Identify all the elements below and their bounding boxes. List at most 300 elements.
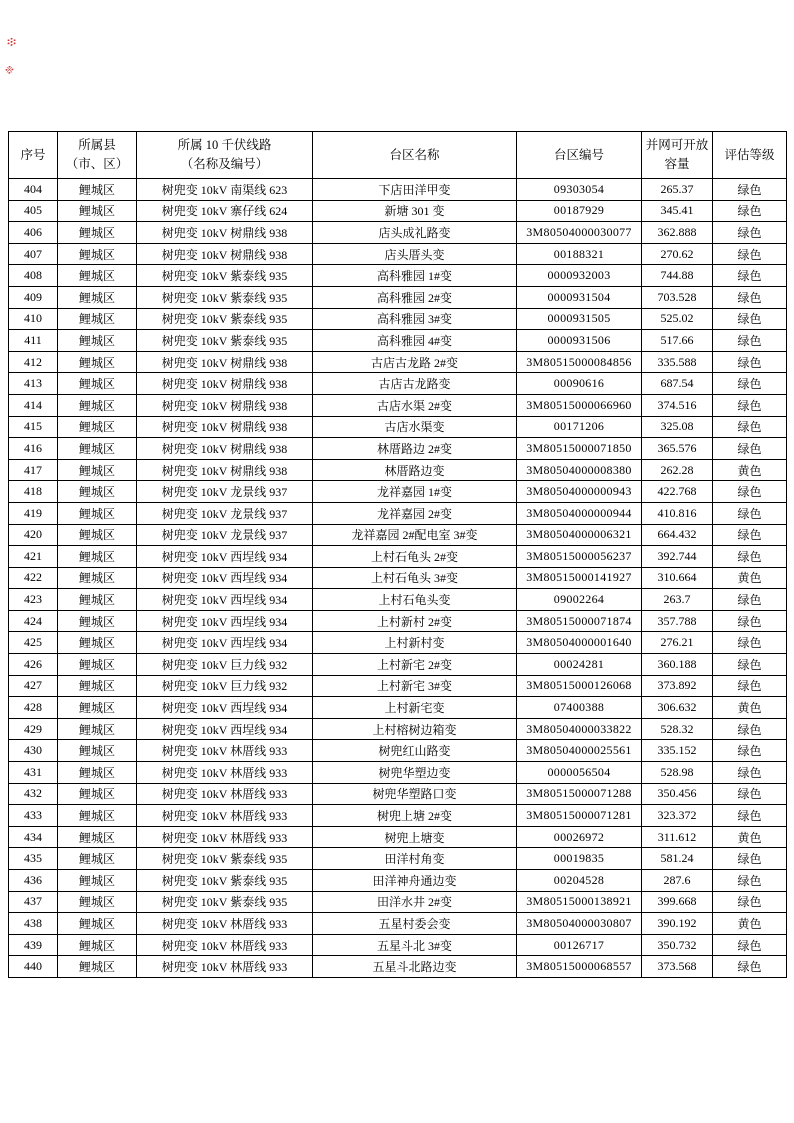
cell-district: 鲤城区 — [58, 718, 137, 740]
cell-station-code: 07400388 — [517, 697, 642, 719]
cell-serial: 437 — [9, 891, 58, 913]
cell-station-code: 0000931504 — [517, 286, 642, 308]
cell-line: 树兜变 10kV 林厝线 933 — [137, 783, 313, 805]
header-text: （名称及编号） — [180, 157, 269, 171]
cell-district: 鲤城区 — [58, 826, 137, 848]
cell-capacity: 373.568 — [642, 956, 713, 978]
cell-grade: 绿色 — [713, 394, 787, 416]
cell-line: 树兜变 10kV 树鼎线 938 — [137, 222, 313, 244]
cell-grade: 绿色 — [713, 200, 787, 222]
cell-station-code: 0000932003 — [517, 265, 642, 287]
table-row — [9, 891, 787, 913]
cell-district: 鲤城区 — [58, 330, 137, 352]
cell-capacity: 525.02 — [642, 308, 713, 330]
cell-capacity: 687.54 — [642, 373, 713, 395]
cell-serial: 409 — [9, 286, 58, 308]
cell-grade: 黄色 — [713, 913, 787, 935]
cell-station-code: 00019835 — [517, 848, 642, 870]
cell-district: 鲤城区 — [58, 610, 137, 632]
cell-line: 树兜变 10kV 树鼎线 938 — [137, 351, 313, 373]
cell-grade: 绿色 — [713, 243, 787, 265]
cell-line: 树兜变 10kV 紫泰线 935 — [137, 265, 313, 287]
cell-district: 鲤城区 — [58, 891, 137, 913]
cell-serial: 434 — [9, 826, 58, 848]
cell-capacity: 311.612 — [642, 826, 713, 848]
header-text: 序号 — [20, 147, 46, 162]
cell-station-name: 龙祥嘉园 2#变 — [313, 502, 517, 524]
cell-line: 树兜变 10kV 树鼎线 938 — [137, 373, 313, 395]
header-text: 评估等级 — [724, 147, 775, 162]
cell-station-name: 高科雅园 3#变 — [313, 308, 517, 330]
cell-serial: 414 — [9, 394, 58, 416]
table-row — [9, 438, 787, 460]
header-text: 台区编号 — [553, 147, 604, 162]
cell-station-name: 林厝路边变 — [313, 459, 517, 481]
cell-line: 树兜变 10kV 树鼎线 938 — [137, 438, 313, 460]
cell-station-code: 3M80504000000943 — [517, 481, 642, 503]
cell-line: 树兜变 10kV 龙景线 937 — [137, 524, 313, 546]
cell-capacity: 276.21 — [642, 632, 713, 654]
cell-station-code: 3M80515000071850 — [517, 438, 642, 460]
cell-district: 鲤城区 — [58, 481, 137, 503]
cell-grade: 绿色 — [713, 610, 787, 632]
cell-station-code: 3M80515000071281 — [517, 805, 642, 827]
cell-district: 鲤城区 — [58, 459, 137, 481]
header-row — [9, 132, 787, 179]
cell-line: 树兜变 10kV 树鼎线 938 — [137, 459, 313, 481]
cell-station-name: 树兜红山路变 — [313, 740, 517, 762]
cell-station-code: 0000056504 — [517, 762, 642, 784]
cell-district: 鲤城区 — [58, 524, 137, 546]
cell-capacity: 517.66 — [642, 330, 713, 352]
cell-capacity: 392.744 — [642, 546, 713, 568]
cell-line: 树兜变 10kV 紫泰线 935 — [137, 870, 313, 892]
header-station-name — [313, 132, 517, 179]
header-station-code — [517, 132, 642, 179]
cell-station-name: 五星斗北路边变 — [313, 956, 517, 978]
cell-serial: 419 — [9, 502, 58, 524]
cell-station-code: 00090616 — [517, 373, 642, 395]
cell-station-name: 上村榕树边箱变 — [313, 718, 517, 740]
header-serial — [9, 132, 58, 179]
cell-capacity: 262.28 — [642, 459, 713, 481]
cell-station-code: 09002264 — [517, 589, 642, 611]
cell-station-code: 00024281 — [517, 654, 642, 676]
cell-capacity: 270.62 — [642, 243, 713, 265]
cell-station-name: 田洋水井 2#变 — [313, 891, 517, 913]
cell-capacity: 374.516 — [642, 394, 713, 416]
table-row — [9, 416, 787, 438]
cell-serial: 418 — [9, 481, 58, 503]
cell-serial: 422 — [9, 567, 58, 589]
cell-district: 鲤城区 — [58, 740, 137, 762]
cell-station-code: 3M80504000033822 — [517, 718, 642, 740]
cell-station-code: 3M80515000084856 — [517, 351, 642, 373]
cell-station-code: 00188321 — [517, 243, 642, 265]
cell-serial: 424 — [9, 610, 58, 632]
cell-station-code: 00126717 — [517, 934, 642, 956]
cell-station-code: 0000931506 — [517, 330, 642, 352]
table-row — [9, 351, 787, 373]
cell-station-code: 3M80504000006321 — [517, 524, 642, 546]
table-row — [9, 546, 787, 568]
cell-capacity: 350.732 — [642, 934, 713, 956]
cell-serial: 432 — [9, 783, 58, 805]
cell-district: 鲤城区 — [58, 438, 137, 460]
table-row — [9, 459, 787, 481]
cell-capacity: 703.528 — [642, 286, 713, 308]
cell-line: 树兜变 10kV 西埕线 934 — [137, 610, 313, 632]
header-text: （市、区） — [65, 157, 129, 171]
table-row — [9, 740, 787, 762]
cell-station-name: 古店古龙路 2#变 — [313, 351, 517, 373]
cell-station-name: 五星村委会变 — [313, 913, 517, 935]
cell-station-name: 上村新宅 2#变 — [313, 654, 517, 676]
cell-district: 鲤城区 — [58, 351, 137, 373]
cell-district: 鲤城区 — [58, 286, 137, 308]
cell-station-name: 上村石龟头变 — [313, 589, 517, 611]
table-row — [9, 913, 787, 935]
cell-capacity: 744.88 — [642, 265, 713, 287]
cell-grade: 绿色 — [713, 524, 787, 546]
cell-district: 鲤城区 — [58, 546, 137, 568]
cell-serial: 407 — [9, 243, 58, 265]
cell-station-code: 3M80515000066960 — [517, 394, 642, 416]
cell-capacity: 310.664 — [642, 567, 713, 589]
cell-line: 树兜变 10kV 巨力线 932 — [137, 675, 313, 697]
cell-serial: 440 — [9, 956, 58, 978]
cell-line: 树兜变 10kV 树鼎线 938 — [137, 243, 313, 265]
cell-capacity: 287.6 — [642, 870, 713, 892]
cell-grade: 绿色 — [713, 373, 787, 395]
table-row — [9, 718, 787, 740]
cell-serial: 426 — [9, 654, 58, 676]
cell-station-code: 3M80504000008380 — [517, 459, 642, 481]
cell-station-name: 店头厝头变 — [313, 243, 517, 265]
cell-district: 鲤城区 — [58, 654, 137, 676]
cell-line: 树兜变 10kV 林厝线 933 — [137, 913, 313, 935]
cell-station-name: 上村新宅变 — [313, 697, 517, 719]
cell-capacity: 664.432 — [642, 524, 713, 546]
cell-district: 鲤城区 — [58, 762, 137, 784]
cell-line: 树兜变 10kV 林厝线 933 — [137, 762, 313, 784]
table-row — [9, 524, 787, 546]
cell-station-name: 上村新村 2#变 — [313, 610, 517, 632]
cell-grade: 绿色 — [713, 805, 787, 827]
cell-station-name: 树兜上塘变 — [313, 826, 517, 848]
table-row — [9, 567, 787, 589]
cell-station-name: 上村新宅 3#变 — [313, 675, 517, 697]
cell-line: 树兜变 10kV 紫泰线 935 — [137, 848, 313, 870]
cell-line: 树兜变 10kV 南渠线 623 — [137, 179, 313, 201]
cell-district: 鲤城区 — [58, 956, 137, 978]
cell-serial: 431 — [9, 762, 58, 784]
cell-station-code: 09303054 — [517, 179, 642, 201]
cell-grade: 绿色 — [713, 783, 787, 805]
cell-station-name: 上村石龟头 3#变 — [313, 567, 517, 589]
header-line — [137, 132, 313, 179]
cell-station-name: 高科雅园 2#变 — [313, 286, 517, 308]
cell-district: 鲤城区 — [58, 502, 137, 524]
cell-grade: 绿色 — [713, 891, 787, 913]
cell-line: 树兜变 10kV 紫泰线 935 — [137, 891, 313, 913]
cell-district: 鲤城区 — [58, 243, 137, 265]
cell-station-name: 古店水渠 2#变 — [313, 394, 517, 416]
header-grade — [713, 132, 787, 179]
cell-serial: 410 — [9, 308, 58, 330]
cell-line: 树兜变 10kV 紫泰线 935 — [137, 330, 313, 352]
cell-station-code: 3M80515000071288 — [517, 783, 642, 805]
cell-capacity: 350.456 — [642, 783, 713, 805]
cell-district: 鲤城区 — [58, 179, 137, 201]
cell-line: 树兜变 10kV 寨仔线 624 — [137, 200, 313, 222]
cell-grade: 绿色 — [713, 654, 787, 676]
cell-serial: 415 — [9, 416, 58, 438]
cell-district: 鲤城区 — [58, 805, 137, 827]
table-row — [9, 308, 787, 330]
cell-line: 树兜变 10kV 林厝线 933 — [137, 956, 313, 978]
cell-station-name: 林厝路边 2#变 — [313, 438, 517, 460]
table-row — [9, 373, 787, 395]
cell-capacity: 362.888 — [642, 222, 713, 244]
cell-capacity: 335.152 — [642, 740, 713, 762]
cell-line: 树兜变 10kV 巨力线 932 — [137, 654, 313, 676]
cell-serial: 429 — [9, 718, 58, 740]
table-row — [9, 265, 787, 287]
header-text: 容量 — [664, 157, 690, 171]
cell-station-code: 00026972 — [517, 826, 642, 848]
cell-grade: 绿色 — [713, 956, 787, 978]
cell-station-name: 高科雅园 1#变 — [313, 265, 517, 287]
cell-district: 鲤城区 — [58, 697, 137, 719]
cell-station-code: 3M80515000138921 — [517, 891, 642, 913]
cell-district: 鲤城区 — [58, 394, 137, 416]
cell-station-code: 3M80504000000944 — [517, 502, 642, 524]
cell-grade: 黄色 — [713, 459, 787, 481]
cell-capacity: 422.768 — [642, 481, 713, 503]
cell-station-name: 新塘 301 变 — [313, 200, 517, 222]
cell-capacity: 528.32 — [642, 718, 713, 740]
cell-district: 鲤城区 — [58, 200, 137, 222]
cell-station-name: 上村新村变 — [313, 632, 517, 654]
cell-station-name: 田洋神舟通边变 — [313, 870, 517, 892]
table-row — [9, 697, 787, 719]
cell-station-code: 00187929 — [517, 200, 642, 222]
header-district — [58, 132, 137, 179]
cell-grade: 绿色 — [713, 848, 787, 870]
cell-line: 树兜变 10kV 西埕线 934 — [137, 697, 313, 719]
cell-line: 树兜变 10kV 龙景线 937 — [137, 481, 313, 503]
cell-district: 鲤城区 — [58, 934, 137, 956]
table-row — [9, 286, 787, 308]
cell-grade: 黄色 — [713, 567, 787, 589]
cell-station-name: 田洋村角变 — [313, 848, 517, 870]
cell-line: 树兜变 10kV 西埕线 934 — [137, 567, 313, 589]
cell-district: 鲤城区 — [58, 870, 137, 892]
cell-line: 树兜变 10kV 树鼎线 938 — [137, 394, 313, 416]
header-capacity — [642, 132, 713, 179]
cell-serial: 404 — [9, 179, 58, 201]
cell-station-name: 上村石龟头 2#变 — [313, 546, 517, 568]
cell-district: 鲤城区 — [58, 632, 137, 654]
cell-line: 树兜变 10kV 龙景线 937 — [137, 502, 313, 524]
cell-grade: 绿色 — [713, 740, 787, 762]
cell-line: 树兜变 10kV 林厝线 933 — [137, 826, 313, 848]
cell-station-code: 3M80515000141927 — [517, 567, 642, 589]
cell-serial: 412 — [9, 351, 58, 373]
cell-district: 鲤城区 — [58, 265, 137, 287]
cell-grade: 黄色 — [713, 697, 787, 719]
table-header — [9, 132, 787, 179]
cell-district: 鲤城区 — [58, 913, 137, 935]
cell-station-code: 0000931505 — [517, 308, 642, 330]
red-annotation-mark-icon: ፠ — [5, 63, 14, 78]
cell-station-name: 高科雅园 4#变 — [313, 330, 517, 352]
cell-serial: 428 — [9, 697, 58, 719]
table-body — [9, 179, 787, 978]
cell-station-name: 古店古龙路变 — [313, 373, 517, 395]
cell-serial: 417 — [9, 459, 58, 481]
capacity-table — [8, 131, 787, 978]
cell-grade: 绿色 — [713, 675, 787, 697]
cell-grade: 绿色 — [713, 502, 787, 524]
table-row — [9, 502, 787, 524]
cell-station-code: 3M80515000071874 — [517, 610, 642, 632]
table-row — [9, 654, 787, 676]
cell-station-name: 树兜华塑边变 — [313, 762, 517, 784]
cell-station-name: 下店田洋甲变 — [313, 179, 517, 201]
cell-capacity: 263.7 — [642, 589, 713, 611]
cell-district: 鲤城区 — [58, 567, 137, 589]
table-row — [9, 589, 787, 611]
cell-line: 树兜变 10kV 西埕线 934 — [137, 718, 313, 740]
header-text: 并网可开放 — [645, 138, 709, 152]
cell-line: 树兜变 10kV 林厝线 933 — [137, 805, 313, 827]
cell-capacity: 357.788 — [642, 610, 713, 632]
cell-district: 鲤城区 — [58, 416, 137, 438]
cell-line: 树兜变 10kV 西埕线 934 — [137, 589, 313, 611]
cell-grade: 绿色 — [713, 934, 787, 956]
table-row — [9, 934, 787, 956]
cell-line: 树兜变 10kV 紫泰线 935 — [137, 286, 313, 308]
cell-serial: 416 — [9, 438, 58, 460]
cell-capacity: 581.24 — [642, 848, 713, 870]
header-text: 台区名称 — [389, 147, 440, 162]
cell-grade: 绿色 — [713, 589, 787, 611]
cell-station-name: 五星斗北 3#变 — [313, 934, 517, 956]
cell-serial: 427 — [9, 675, 58, 697]
cell-station-code: 3M80504000025561 — [517, 740, 642, 762]
cell-grade: 绿色 — [713, 762, 787, 784]
cell-district: 鲤城区 — [58, 675, 137, 697]
cell-station-code: 00204528 — [517, 870, 642, 892]
cell-grade: 绿色 — [713, 308, 787, 330]
cell-grade: 绿色 — [713, 179, 787, 201]
cell-serial: 435 — [9, 848, 58, 870]
cell-serial: 430 — [9, 740, 58, 762]
cell-capacity: 410.816 — [642, 502, 713, 524]
cell-serial: 439 — [9, 934, 58, 956]
cell-capacity: 365.576 — [642, 438, 713, 460]
cell-station-code: 3M80515000126068 — [517, 675, 642, 697]
table-row — [9, 179, 787, 201]
cell-station-name: 龙祥嘉园 1#变 — [313, 481, 517, 503]
cell-grade: 黄色 — [713, 826, 787, 848]
cell-grade: 绿色 — [713, 438, 787, 460]
cell-capacity: 265.37 — [642, 179, 713, 201]
cell-station-name: 树兜华塑路口变 — [313, 783, 517, 805]
cell-serial: 421 — [9, 546, 58, 568]
cell-capacity: 528.98 — [642, 762, 713, 784]
header-text: 所属 10 千伏线路 — [177, 138, 272, 152]
cell-station-name: 古店水渠变 — [313, 416, 517, 438]
cell-grade: 绿色 — [713, 718, 787, 740]
table-row — [9, 783, 787, 805]
cell-capacity: 345.41 — [642, 200, 713, 222]
cell-capacity: 325.08 — [642, 416, 713, 438]
cell-grade: 绿色 — [713, 481, 787, 503]
cell-station-code: 3M80504000030077 — [517, 222, 642, 244]
cell-serial: 420 — [9, 524, 58, 546]
table-row — [9, 222, 787, 244]
cell-grade: 绿色 — [713, 546, 787, 568]
table-row — [9, 394, 787, 416]
cell-line: 树兜变 10kV 林厝线 933 — [137, 934, 313, 956]
header-text: 所属县 — [78, 138, 116, 152]
cell-station-name: 龙祥嘉园 2#配电室 3#变 — [313, 524, 517, 546]
cell-serial: 405 — [9, 200, 58, 222]
cell-capacity: 360.188 — [642, 654, 713, 676]
cell-serial: 413 — [9, 373, 58, 395]
cell-grade: 绿色 — [713, 870, 787, 892]
cell-serial: 433 — [9, 805, 58, 827]
cell-district: 鲤城区 — [58, 222, 137, 244]
table-row — [9, 330, 787, 352]
cell-serial: 436 — [9, 870, 58, 892]
cell-capacity: 323.372 — [642, 805, 713, 827]
table-row — [9, 956, 787, 978]
table-row — [9, 805, 787, 827]
cell-capacity: 306.632 — [642, 697, 713, 719]
red-annotation-mark-icon: ፨ — [7, 35, 17, 50]
cell-capacity: 373.892 — [642, 675, 713, 697]
cell-station-code: 00171206 — [517, 416, 642, 438]
cell-serial: 408 — [9, 265, 58, 287]
table-row — [9, 826, 787, 848]
cell-station-code: 3M80504000030807 — [517, 913, 642, 935]
cell-line: 树兜变 10kV 西埕线 934 — [137, 546, 313, 568]
cell-grade: 绿色 — [713, 265, 787, 287]
cell-district: 鲤城区 — [58, 783, 137, 805]
cell-grade: 绿色 — [713, 351, 787, 373]
cell-grade: 绿色 — [713, 330, 787, 352]
cell-capacity: 335.588 — [642, 351, 713, 373]
cell-station-code: 3M80515000056237 — [517, 546, 642, 568]
table-row — [9, 481, 787, 503]
cell-grade: 绿色 — [713, 286, 787, 308]
cell-district: 鲤城区 — [58, 308, 137, 330]
cell-district: 鲤城区 — [58, 848, 137, 870]
cell-serial: 425 — [9, 632, 58, 654]
cell-grade: 绿色 — [713, 632, 787, 654]
cell-district: 鲤城区 — [58, 373, 137, 395]
table-row — [9, 632, 787, 654]
cell-serial: 438 — [9, 913, 58, 935]
cell-station-name: 树兜上塘 2#变 — [313, 805, 517, 827]
cell-serial: 406 — [9, 222, 58, 244]
cell-capacity: 390.192 — [642, 913, 713, 935]
table-row — [9, 243, 787, 265]
